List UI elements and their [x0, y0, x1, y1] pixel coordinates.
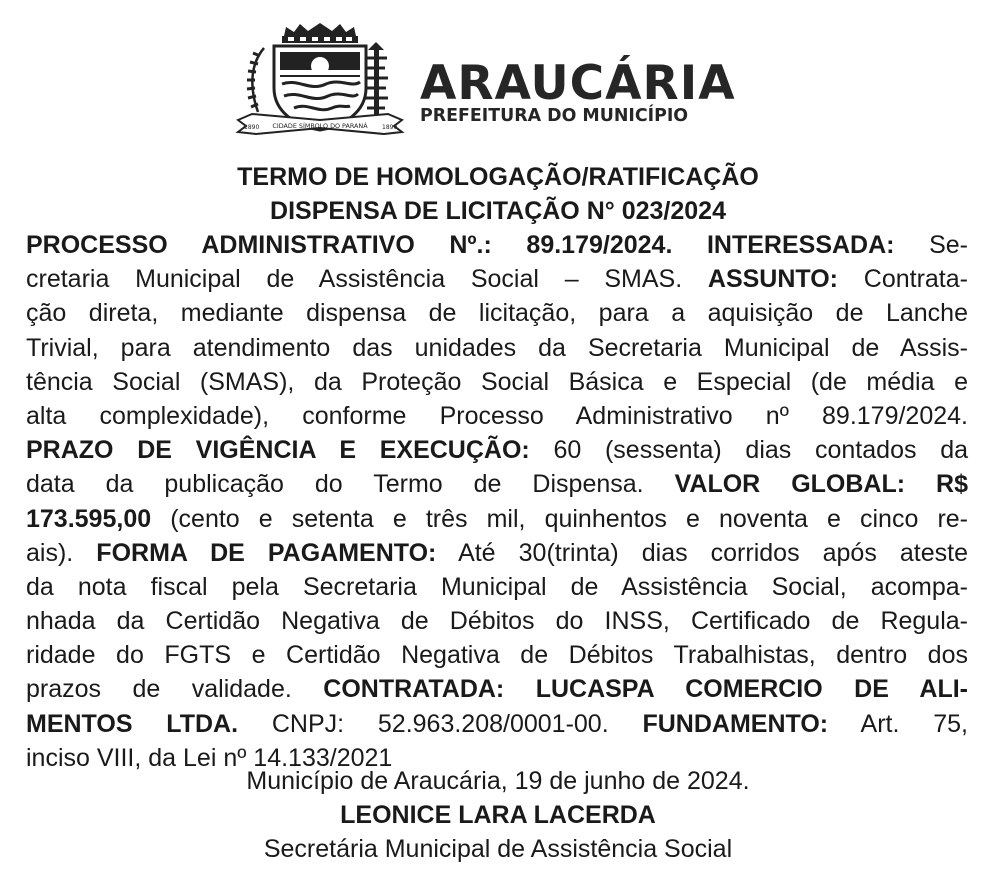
body-line	[26, 399, 968, 433]
body-text: CNPJ: 52.963.208/0001-00.	[238, 709, 643, 738]
bold-label: CONTRATADA: LUCASPA COMERCIO DE ALI-	[323, 675, 968, 704]
body-text: data da publicação do Termo de Dispensa.	[26, 470, 675, 499]
letterhead	[234, 22, 774, 142]
body-line	[26, 536, 968, 570]
body-line	[26, 296, 968, 330]
body-line	[26, 331, 968, 365]
body-text: prazos de validade.	[26, 675, 324, 704]
body-text: 60 (sessenta) dias contados da	[529, 436, 968, 465]
bold-label: FUNDAMENTO:	[642, 709, 829, 738]
brand-name: ARAUCÁRIA	[420, 56, 736, 111]
body-text: Trivial, para atendimento das unidades da Secretaria Municipal de Assis-	[26, 333, 968, 362]
body-text: Contrata-	[838, 265, 968, 294]
body-line	[26, 638, 968, 672]
document-title: TERMO DE HOMOLOGAÇÃO/RATIFICAÇÃO	[237, 163, 759, 191]
body-text: ais).	[26, 538, 97, 567]
body-line	[26, 228, 968, 262]
brand-block	[420, 56, 736, 126]
body-line	[26, 604, 968, 638]
crest-ribbon-text: CIDADE SÍMBOLO DO PARANÁ	[272, 122, 368, 130]
brand-subtitle: PREFEITURA DO MUNICÍPIO	[420, 106, 689, 126]
place-date: Município de Araucária, 19 de junho de 2024.	[246, 767, 750, 795]
body-line	[26, 672, 968, 706]
crest-year-right: 1890	[382, 124, 398, 131]
bold-label: 173.595,00	[26, 504, 152, 533]
body-text: alta complexidade), conforme Processo Administrativo nº 89.179/2024.	[26, 401, 968, 430]
bold-label: PRAZO DE VIGÊNCIA E EXECUÇÃO:	[26, 436, 530, 465]
body-text: tência Social (SMAS), da Proteção Social Básica e Especial (de média e	[26, 367, 968, 396]
bold-label: ASSUNTO:	[707, 265, 839, 294]
body-text: inciso VIII, da Lei nº 14.133/2021	[26, 743, 393, 772]
body-line	[26, 365, 968, 399]
body-text: Até 30(trinta) dias corridos após ateste	[436, 538, 968, 567]
document-subtitle: DISPENSA DE LICITAÇÃO N° 023/2024	[270, 197, 726, 225]
body-line	[26, 570, 968, 604]
crest-year-left: 1890	[244, 124, 260, 131]
signatory-name: LEONICE LARA LACERDA	[340, 801, 656, 829]
body-line	[26, 707, 968, 741]
bold-label: PROCESSO ADMINISTRATIVO Nº.: 89.179/2024. INTERESSADA:	[26, 231, 895, 259]
body-text: Se-	[894, 231, 968, 259]
bold-label: FORMA DE PAGAMENTO:	[96, 538, 437, 567]
body-text: nhada da Certidão Negativa de Débitos do INSS, Certificado de Regula-	[26, 607, 968, 636]
coat-of-arms-icon	[234, 22, 406, 140]
body-text: cretaria Municipal de Assistência Social – SMAS.	[26, 265, 708, 294]
bold-label: VALOR GLOBAL: R$	[674, 470, 968, 499]
document-body	[26, 228, 968, 775]
body-text: ção direta, mediante dispensa de licitação, para a aquisição de Lanche	[26, 299, 968, 328]
body-text: (cento e setenta e três mil, quinhentos e noventa e cinco re-	[151, 504, 968, 533]
bold-label: MENTOS LTDA.	[26, 709, 239, 738]
body-line	[26, 433, 968, 467]
body-text: ridade do FGTS e Certidão Negativa de Débitos Trabalhistas, dentro dos	[26, 641, 968, 670]
body-text: Art. 75,	[828, 709, 968, 738]
body-text: da nota fiscal pela Secretaria Municipal de Assistência Social, acompa-	[26, 572, 968, 601]
body-line	[26, 467, 968, 501]
body-line	[26, 262, 968, 296]
signatory-role: Secretária Municipal de Assistência Social	[263, 835, 733, 863]
body-line	[26, 502, 968, 536]
